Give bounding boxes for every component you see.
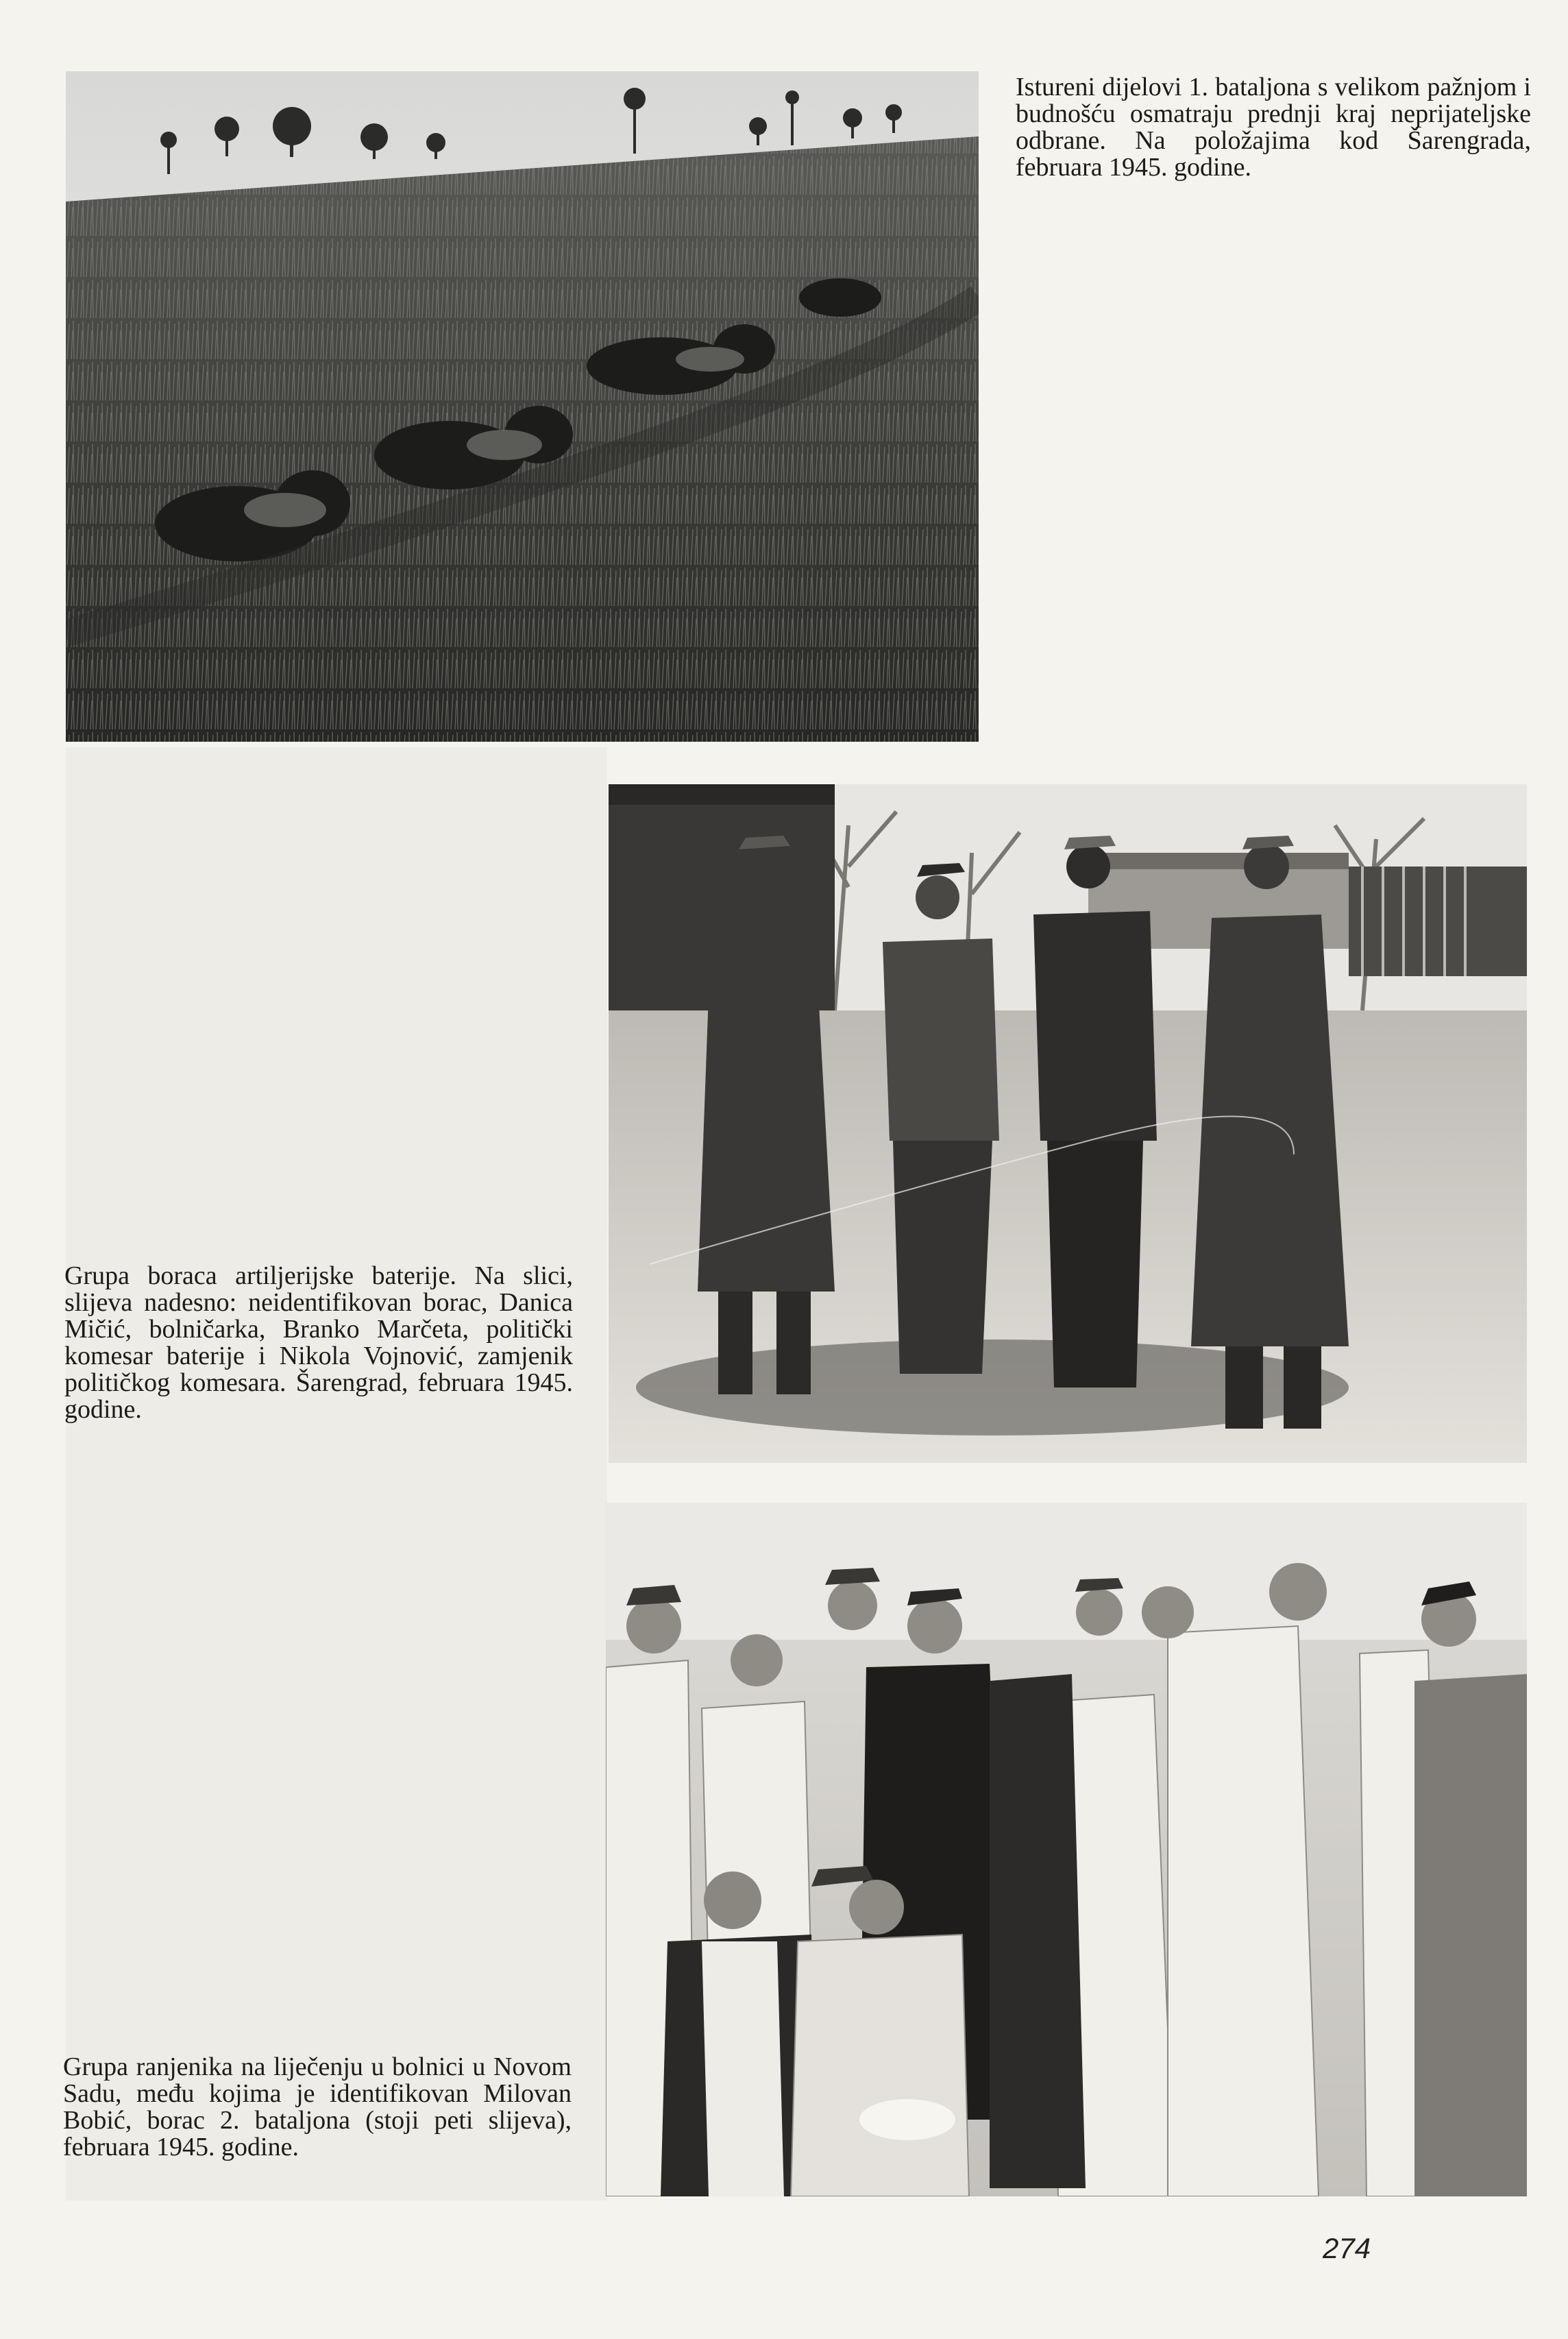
page-number: 274 [1323, 2232, 1371, 2264]
caption-photo-1: Istureni dijelovi 1. bataljona s velikom pažnjom i budnošću osmatraju prednji kraj neprijateljske odbrane. Na položajima kod Šarengrada, februara 1945. godine. [1016, 73, 1531, 182]
photo-soldiers-in-field [66, 71, 979, 742]
hospital-photo-image [606, 1503, 1527, 2196]
battery-photo-image [609, 784, 1527, 1463]
caption-photo-2: Grupa boraca artiljerijske baterije. Na slici, slijeva nadesno: neidentifikovan borac, Danica Mičić, bolničarka, Branko Marčeta, politički komesar baterije i Nikola Vojnović, zamjenik političkog komesara. Šarengrad, februara 1945. godine. [64, 1261, 573, 1424]
bleed-through-shadow [66, 747, 607, 2201]
field-photo-image [66, 71, 979, 742]
caption-photo-3: Grupa ranjenika na liječenju u bolnici u Novom Sadu, među kojima je identifikovan Milovan Bobić, borac 2. bataljona (stoji peti slijeva), februara 1945. godine. [63, 2052, 572, 2161]
photo-wounded-in-hospital [606, 1503, 1527, 2196]
photo-artillery-battery-group [609, 784, 1527, 1463]
